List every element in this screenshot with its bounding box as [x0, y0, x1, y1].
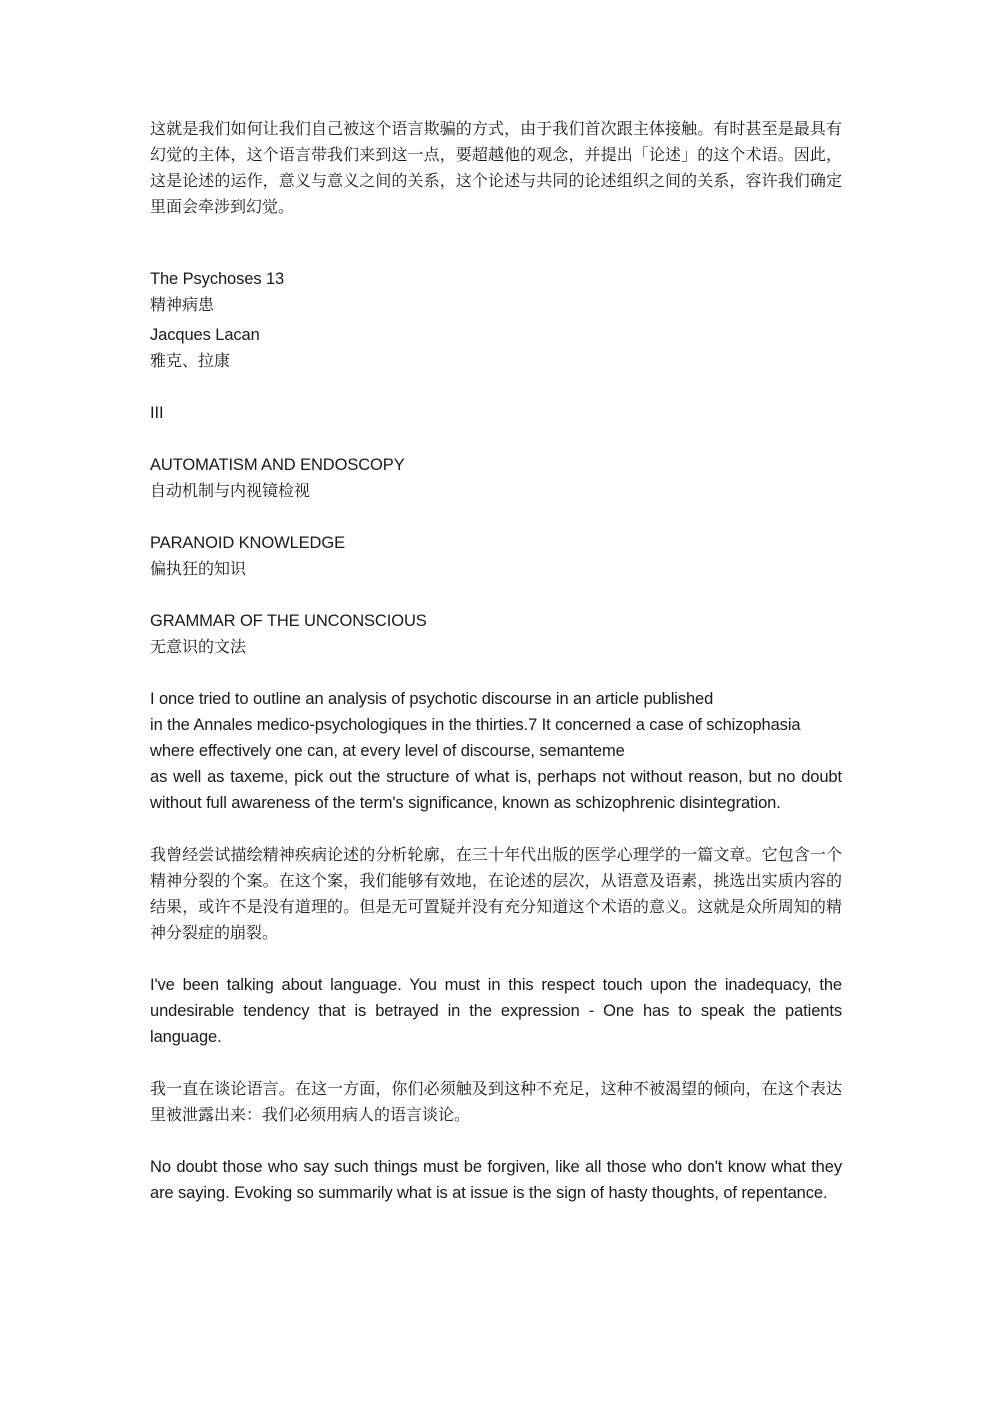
heading-1-zh: 自动机制与内视镜检视: [150, 481, 311, 500]
paragraph-1-zh: 我曾经尝试描绘精神疾病论述的分析轮廓，在三十年代出版的医学心理学的一篇文章。它包含一个精神分裂的个案。在这个案，我们能够有效地，在论述的层次，从语意及语素，挑选出实质内容的结果，或许不是没有道理的。但是无可置疑并没有充分知道这个术语的意义。这就是众所周知的精神分裂症的崩裂。: [150, 845, 842, 942]
book-title-en: The Psychoses 13: [150, 270, 285, 288]
paragraph-2-en: I've been talking about language. You must in this respect touch upon the inadequacy, the undesirable tendency that is betrayed in the expression - One has to speak the patients language.: [150, 976, 842, 1046]
heading-1-en: AUTOMATISM AND ENDOSCOPY: [150, 456, 405, 474]
spacer: [150, 816, 842, 842]
spacer: [150, 246, 842, 266]
heading-3-en: GRAMMAR OF THE UNCONSCIOUS: [150, 612, 427, 630]
paragraph-1-en: [150, 686, 842, 816]
heading-3-zh: 无意识的文法: [150, 637, 247, 656]
heading-2-zh: 偏执狂的知识: [150, 559, 247, 578]
spacer: [150, 582, 842, 608]
paragraph-1-en-line2: in the Annales medico-psychologiques in the thirties.7 It concerned a case of schizophasia where effectively one can, at every level of discourse, semanteme: [150, 716, 801, 760]
spacer: [150, 946, 842, 972]
spacer: [150, 220, 842, 246]
spacer: [150, 504, 842, 530]
author-en: Jacques Lacan: [150, 326, 260, 344]
paragraph-1-en-line3: as well as taxeme, pick out the structure of what is, perhaps not without reason, but no doubt without full awareness of the term's significance, known as schizophrenic disintegration.: [150, 768, 842, 812]
chapter-number: III: [150, 404, 164, 422]
heading-2-en: PARANOID KNOWLEDGE: [150, 534, 346, 552]
book-title-zh: 精神病患: [150, 295, 215, 314]
intro-paragraph-zh: 这就是我们如何让我们自己被这个语言欺骗的方式，由于我们首次跟主体接触。有时甚至是最具有幻觉的主体，这个语言带我们来到这一点，要超越他的观念，并提出「论述」的这个术语。因此，这是论述的运作，意义与意义之间的关系，这个论述与共同的论述组织之间的关系，容许我们确定里面会牵涉到幻觉。: [150, 119, 842, 216]
spacer: [150, 426, 842, 452]
spacer: [150, 374, 842, 400]
paragraph-2-zh: 我一直在谈论语言。在这一方面，你们必须触及到这种不充足，这种不被渴望的倾向，在这个表达里被泄露出来：我们必须用病人的语言谈论。: [150, 1079, 842, 1124]
author-zh: 雅克、拉康: [150, 351, 231, 370]
paragraph-1-en-line1: I once tried to outline an analysis of psychotic discourse in an article published: [150, 690, 714, 708]
document-page: [150, 116, 842, 1206]
spacer: [150, 1128, 842, 1154]
paragraph-3-en: No doubt those who say such things must be forgiven, like all those who don't know what they are saying. Evoking so summarily what is at issue is the sign of hasty thoughts, of repentance.: [150, 1158, 842, 1202]
spacer: [150, 660, 842, 686]
spacer: [150, 1050, 842, 1076]
